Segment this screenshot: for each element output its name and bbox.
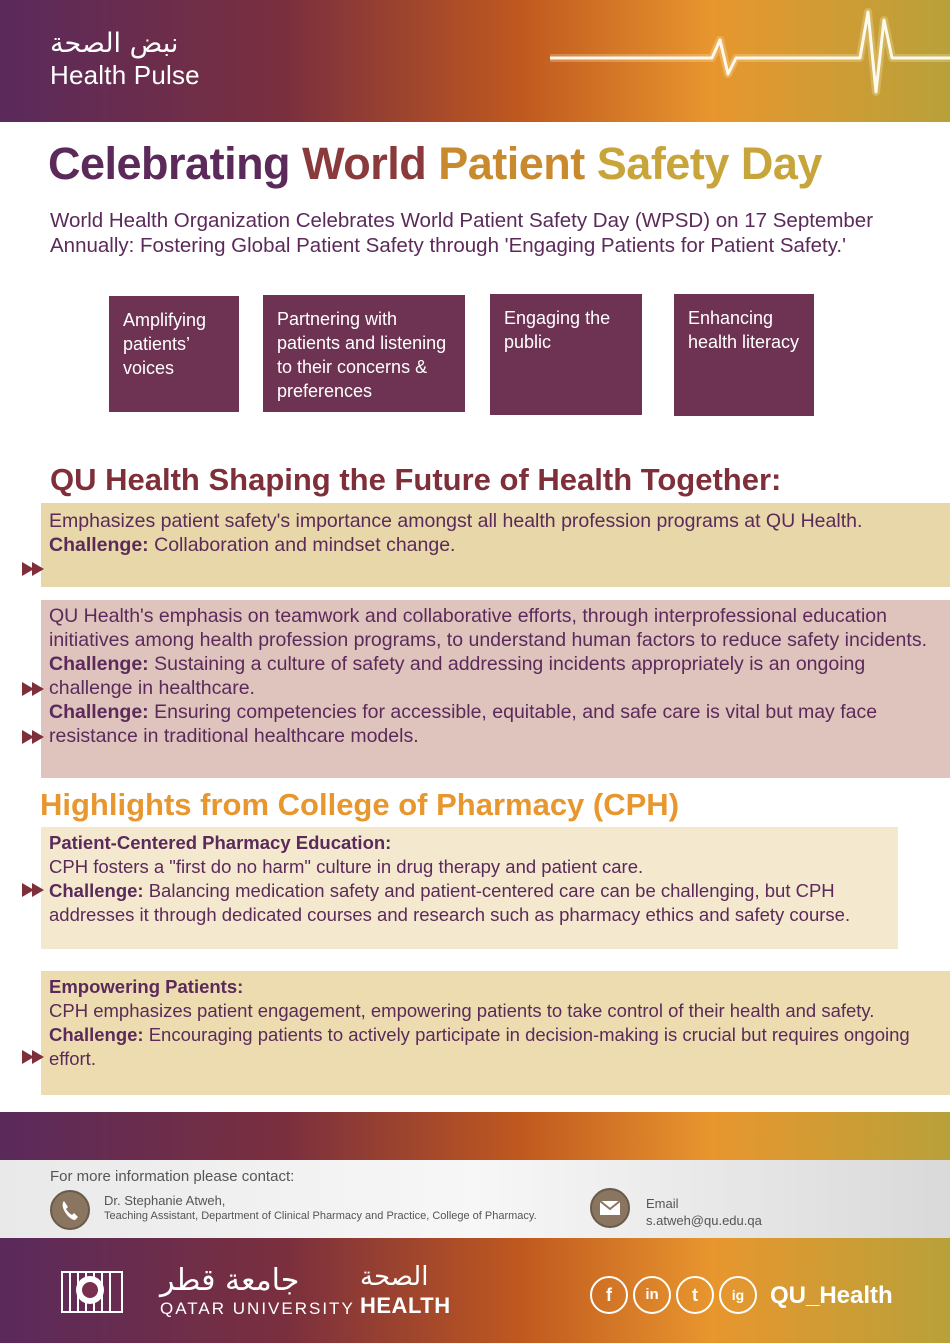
challenge-text: Ensuring competencies for accessible, equitable, and safe care is vital but may face resistance in traditional healthcare models.	[49, 701, 878, 747]
challenge-label: Challenge:	[49, 534, 149, 556]
panel-text: CPH fosters a "first do no harm" culture in drug therapy and patient care.	[49, 856, 644, 877]
contact-role: Teaching Assistant, Department of Clinical Pharmacy and Practice, College of Pharmacy.	[104, 1210, 537, 1222]
cph-panel-empowering	[41, 971, 950, 1095]
qu-panel-2	[41, 600, 950, 778]
health-arabic-name: الصحة	[360, 1262, 429, 1292]
challenge-label: Challenge:	[49, 701, 149, 723]
brand-arabic: نبض الصحة	[50, 28, 179, 59]
qu-panel-1	[41, 503, 950, 587]
contact-label: For more information please contact:	[50, 1168, 295, 1185]
instagram-icon[interactable]: ig	[719, 1276, 757, 1314]
brand-english: Health Pulse	[50, 60, 200, 90]
pillar-health-literacy: Enhancing health literacy	[674, 294, 814, 416]
panel-subheading: Empowering Patients:	[49, 976, 244, 997]
qu-english-name: QATAR UNIVERSITY	[160, 1299, 355, 1318]
email-link[interactable]: s.atweh@qu.edu.qa	[646, 1213, 762, 1228]
panel-text: Emphasizes patient safety's importance amongst all health profession programs at QU Health.	[49, 510, 863, 532]
page-title: Celebrating World Patient Safety Day	[48, 138, 822, 189]
challenge-label: Challenge:	[49, 653, 149, 675]
challenge-text: Encouraging patients to actively participate in decision-making is crucial but requires ongoing effort.	[49, 1024, 910, 1069]
challenge-text: Sustaining a culture of safety and addressing incidents appropriately is an ongoing challenge in healthcare.	[49, 653, 866, 699]
contact-name: Dr. Stephanie Atweh,	[104, 1193, 226, 1208]
double-arrow-icon	[22, 682, 48, 696]
intro-text: World Health Organization Celebrates World Patient Safety Day (WPSD) on 17 September Annually: Fostering Global Patient Safety through 'Engaging Patients for Patient Safety.'	[50, 209, 874, 257]
pillar-partnering: Partnering with patients and listening to their concerns & preferences	[263, 295, 465, 412]
qu-section-heading: QU Health Shaping the Future of Health Together:	[50, 462, 782, 497]
cph-panel-education	[41, 827, 898, 949]
cph-section-heading: Highlights from College of Pharmacy (CPH)	[40, 787, 680, 822]
challenge-text: Collaboration and mindset change.	[148, 534, 456, 556]
email-label: Email	[646, 1196, 679, 1211]
panel-subheading: Patient-Centered Pharmacy Education:	[49, 832, 392, 853]
double-arrow-icon	[22, 562, 48, 576]
pillar-amplifying-voices: Amplifying patients’ voices	[109, 296, 239, 412]
double-arrow-icon	[22, 730, 48, 744]
contact-bar	[0, 1160, 950, 1238]
challenge-label: Challenge:	[49, 880, 144, 901]
footer-band-top	[0, 1112, 950, 1160]
health-english-name: HEALTH	[360, 1293, 451, 1318]
social-handle[interactable]: QU_Health	[770, 1282, 893, 1309]
qu-arabic-name: جامعة قطر	[160, 1263, 300, 1298]
twitter-icon[interactable]: t	[676, 1276, 714, 1314]
heartbeat-icon	[550, 0, 950, 122]
challenge-text: Balancing medication safety and patient-centered care can be challenging, but CPH addresses it through dedicated courses and research such as pharmacy ethics and safety course.	[49, 880, 851, 925]
brand-logo	[50, 28, 200, 90]
pillar-engaging-public: Engaging the public	[490, 294, 642, 415]
linkedin-icon[interactable]: in	[633, 1276, 671, 1314]
header-banner	[0, 0, 950, 122]
panel-text: CPH emphasizes patient engagement, empowering patients to take control of their health and safety.	[49, 1000, 875, 1021]
double-arrow-icon	[22, 1050, 48, 1064]
email-icon	[590, 1188, 630, 1228]
panel-text: QU Health's emphasis on teamwork and collaborative efforts, through interprofessional education initiatives among health profession programs, to understand human factors to reduce safety incidents.	[49, 605, 927, 651]
facebook-icon[interactable]: f	[590, 1276, 628, 1314]
qu-logo-icon	[58, 1262, 132, 1320]
challenge-label: Challenge:	[49, 1024, 144, 1045]
double-arrow-icon	[22, 883, 48, 897]
phone-icon	[50, 1190, 90, 1230]
